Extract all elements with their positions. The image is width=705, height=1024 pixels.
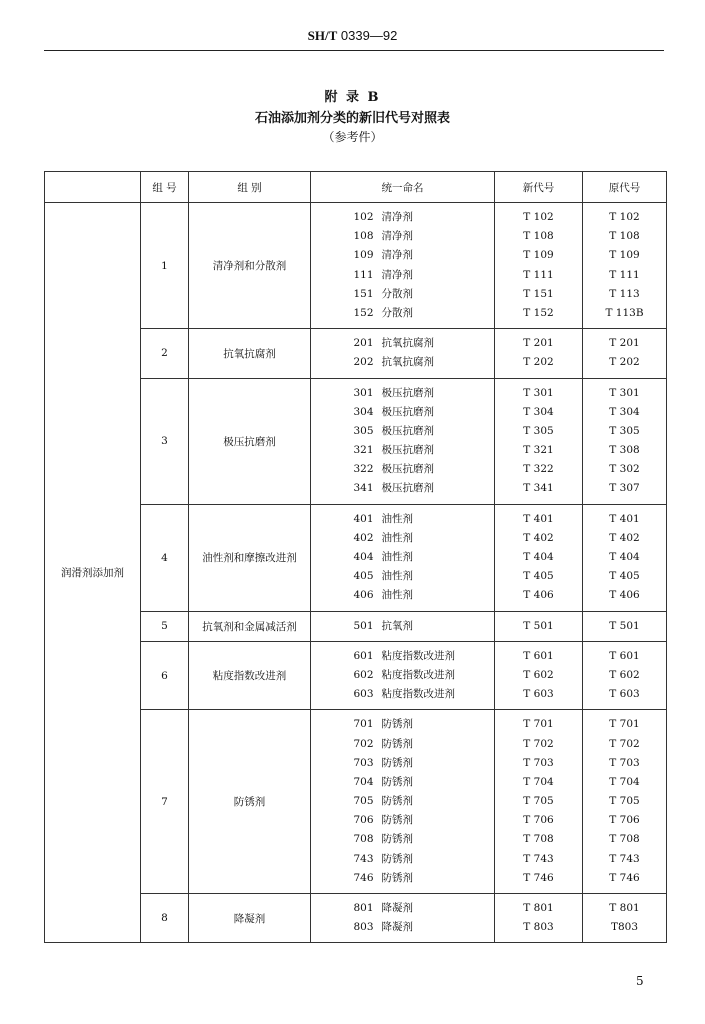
additive-name: 极压抗磨剂 [381,444,434,457]
old-code-cell [583,894,667,943]
new-code: T 102 [523,211,554,223]
additive-name: 油性剂 [381,551,413,563]
additive-number: 151 [353,287,374,300]
additive-number: 304 [353,405,374,418]
additive-number: 501 [353,619,374,632]
group-number: 7 [141,710,189,894]
new-code: T 746 [523,871,554,884]
old-code: T803 [610,921,639,934]
additive-number: 102 [353,211,374,223]
new-code: T 602 [523,668,554,681]
additive-number: 803 [353,921,374,934]
unified-name-cell [311,203,495,329]
additive-number: 602 [353,668,374,681]
additive-entry [311,510,494,529]
additive-name: 防锈剂 [381,852,413,865]
old-code: T 801 [609,902,640,914]
additive-number: 201 [353,337,374,350]
additive-entry [311,647,494,666]
group-name: 极压抗磨剂 [189,378,311,504]
new-code-cell [495,894,583,943]
additive-number: 401 [353,512,374,525]
table-header-row [45,172,667,203]
new-code: T 701 [523,718,554,731]
additive-number: 405 [353,570,374,583]
additive-entry [311,334,494,353]
additive-entry [311,685,494,704]
new-code: T 111 [523,268,554,281]
new-code: T 703 [523,756,554,769]
additive-number: 109 [353,249,374,262]
old-code-cell [583,710,667,894]
additive-entry [311,715,494,734]
additive-number: 703 [353,756,374,769]
additive-name: 清净剂 [381,230,413,243]
new-code: T 601 [523,649,554,662]
old-code: T 401 [609,512,640,525]
additive-name: 粘度指数改进剂 [381,668,455,681]
standard-number: 0339—92 [340,28,398,43]
additive-entry [311,850,494,869]
new-code-cell [495,611,583,641]
old-code-cell [583,611,667,641]
additive-name: 防锈剂 [381,718,413,731]
additive-number: 202 [353,356,374,369]
group-number: 4 [141,504,189,611]
unified-name-cell [311,611,495,641]
additive-entry [311,353,494,372]
new-code: T 108 [523,230,554,243]
header-rule [44,50,664,51]
additive-name: 极压抗磨剂 [381,386,434,399]
old-code: T 501 [609,619,640,632]
additive-entry [311,811,494,830]
additive-number: 321 [353,444,374,457]
additive-number: 601 [353,649,374,662]
additive-number: 708 [353,833,374,846]
old-code-cell [583,641,667,710]
additive-name: 极压抗磨剂 [381,463,434,476]
unified-name-cell [311,378,495,504]
additive-name: 防锈剂 [381,775,413,788]
old-code: T 302 [609,463,640,476]
unified-name-cell [311,329,495,378]
additive-number: 701 [353,718,374,731]
additive-name: 防锈剂 [381,814,413,827]
old-code: T 746 [609,871,640,884]
additive-entry [311,792,494,811]
group-name: 抗氧抗腐剂 [189,329,311,378]
additive-entry [311,479,494,498]
new-code: T 743 [523,852,554,865]
old-code: T 109 [609,249,640,262]
unified-name-cell [311,641,495,710]
additive-entry [311,773,494,792]
additive-name: 降凝剂 [381,921,413,934]
new-code-cell [495,203,583,329]
old-code: T 113 [609,287,640,300]
additive-name: 油性剂 [381,512,413,525]
additive-entry [311,422,494,441]
additive-entry [311,567,494,586]
additive-number: 743 [353,852,374,865]
additive-entry [311,735,494,754]
category-cell: 润滑剂添加剂 [45,203,141,943]
additive-entry [311,918,494,937]
page-number: 5 [636,974,644,988]
additive-name: 极压抗磨剂 [381,482,434,495]
appendix-subtitle: 石油添加剂分类的新旧代号对照表 [254,111,450,126]
new-code-cell [495,641,583,710]
old-code: T 705 [609,795,640,808]
group-name: 抗氧剂和金属减活剂 [189,611,311,641]
new-code: T 109 [523,249,554,262]
additive-number: 704 [353,775,374,788]
additive-number: 746 [353,871,374,884]
new-code: T 304 [523,405,554,418]
additive-name: 极压抗磨剂 [381,424,434,437]
group-number: 8 [141,894,189,943]
old-code: T 602 [609,668,640,681]
group-name: 降凝剂 [189,894,311,943]
new-code-cell [495,329,583,378]
old-code: T 305 [609,424,640,437]
additive-entry [311,548,494,567]
new-code: T 708 [523,833,554,846]
old-code: T 113B [605,306,644,319]
new-code-cell [495,378,583,504]
old-code: T 301 [609,386,640,399]
header-cell: 组 号 [141,172,189,203]
unified-name-cell [311,894,495,943]
old-code: T 108 [609,230,640,243]
old-code: T 202 [609,356,640,369]
old-code: T 603 [609,688,640,701]
additive-number: 305 [353,424,374,437]
additive-name: 分散剂 [381,287,413,300]
appendix-note: （参考件） [322,130,383,144]
old-code: T 706 [609,814,640,827]
additive-entry [311,899,494,918]
new-code: T 152 [523,306,554,319]
additive-entry [311,441,494,460]
new-code: T 706 [523,814,554,827]
appendix-title: 附 录 B [324,90,381,105]
additive-name: 抗氧抗腐剂 [381,356,434,369]
additive-entry [311,586,494,605]
additive-entry [311,666,494,685]
new-code: T 322 [523,463,554,476]
group-name: 防锈剂 [189,710,311,894]
additive-name: 抗氧剂 [381,619,413,632]
additive-name: 防锈剂 [381,833,413,846]
additive-entry [311,246,494,265]
new-code: T 704 [523,775,554,788]
old-code: T 405 [609,570,640,583]
additive-entry [311,266,494,285]
additive-number: 705 [353,795,374,808]
old-code: T 102 [609,211,640,223]
unified-name-cell [311,710,495,894]
additive-name: 粘度指数改进剂 [381,649,455,662]
additive-name: 防锈剂 [381,871,413,884]
additive-name: 粘度指数改进剂 [381,688,455,701]
old-code: T 308 [609,444,640,457]
additive-entry [311,617,494,636]
additive-number: 706 [353,814,374,827]
additive-entry [311,754,494,773]
additive-number: 111 [353,268,374,281]
new-code: T 151 [523,287,554,300]
group-number: 3 [141,378,189,504]
additive-number: 603 [353,688,374,701]
new-code: T 202 [523,356,554,369]
standard-header [0,28,705,44]
additive-name: 极压抗磨剂 [381,405,434,418]
group-number: 1 [141,203,189,329]
old-code-cell [583,378,667,504]
header-cell [45,172,141,203]
group-number: 5 [141,611,189,641]
group-number: 2 [141,329,189,378]
additive-entry [311,227,494,246]
new-code: T 305 [523,424,554,437]
additive-name: 降凝剂 [381,902,413,914]
header-cell: 原代号 [583,172,667,203]
additive-entry [311,285,494,304]
old-code: T 304 [609,405,640,418]
group-row [45,203,667,329]
unified-name-cell [311,504,495,611]
additive-number: 801 [353,902,374,914]
additive-name: 抗氧抗腐剂 [381,337,434,350]
additive-entry [311,529,494,548]
old-code-cell [583,329,667,378]
new-code: T 341 [523,482,554,495]
additive-number: 402 [353,531,374,544]
old-code-cell [583,203,667,329]
old-code: T 743 [609,852,640,865]
additive-entry [311,460,494,479]
old-code: T 701 [609,718,640,731]
additive-entry [311,304,494,323]
new-code: T 705 [523,795,554,808]
new-code: T 301 [523,386,554,399]
old-code: T 404 [609,551,640,563]
additive-name: 清净剂 [381,268,413,281]
additive-name: 防锈剂 [381,737,413,750]
new-code: T 404 [523,551,554,563]
additive-entry [311,869,494,888]
additive-name: 清净剂 [381,211,413,223]
additive-number: 702 [353,737,374,750]
old-code-cell [583,504,667,611]
old-code: T 406 [609,589,640,602]
additive-entry [311,403,494,422]
additive-name: 分散剂 [381,306,413,319]
old-code: T 702 [609,737,640,750]
old-code: T 111 [609,268,640,281]
header-cell: 组 别 [189,172,311,203]
new-code: T 603 [523,688,554,701]
additive-number: 406 [353,589,374,602]
new-code: T 402 [523,531,554,544]
new-code: T 801 [523,902,554,914]
additive-number: 322 [353,463,374,476]
standard-prefix: SH/T [307,28,338,43]
header-cell: 新代号 [495,172,583,203]
additive-entry [311,208,494,227]
old-code: T 708 [609,833,640,846]
group-name: 油性剂和摩擦改进剂 [189,504,311,611]
code-comparison-table [44,171,667,943]
additive-entry [311,830,494,849]
header-cell: 统一命名 [311,172,495,203]
new-code-cell [495,710,583,894]
additive-name: 油性剂 [381,570,413,583]
new-code: T 501 [523,619,554,632]
additive-number: 301 [353,386,374,399]
additive-number: 404 [353,551,374,563]
new-code: T 321 [523,444,554,457]
new-code: T 401 [523,512,554,525]
new-code: T 406 [523,589,554,602]
old-code: T 402 [609,531,640,544]
new-code: T 201 [523,337,554,350]
additive-name: 防锈剂 [381,795,413,808]
old-code: T 703 [609,756,640,769]
additive-name: 清净剂 [381,249,413,262]
old-code: T 201 [609,337,640,350]
group-name: 粘度指数改进剂 [189,641,311,710]
new-code: T 803 [523,921,554,934]
group-name: 清净剂和分散剂 [189,203,311,329]
old-code: T 307 [609,482,640,495]
old-code: T 704 [609,775,640,788]
additive-name: 油性剂 [381,531,413,544]
additive-name: 油性剂 [381,589,413,602]
new-code: T 702 [523,737,554,750]
old-code: T 601 [609,649,640,662]
group-number: 6 [141,641,189,710]
additive-entry [311,384,494,403]
additive-number: 108 [353,230,374,243]
additive-name: 防锈剂 [381,756,413,769]
additive-number: 152 [353,306,374,319]
additive-number: 341 [353,482,374,495]
new-code: T 405 [523,570,554,583]
new-code-cell [495,504,583,611]
